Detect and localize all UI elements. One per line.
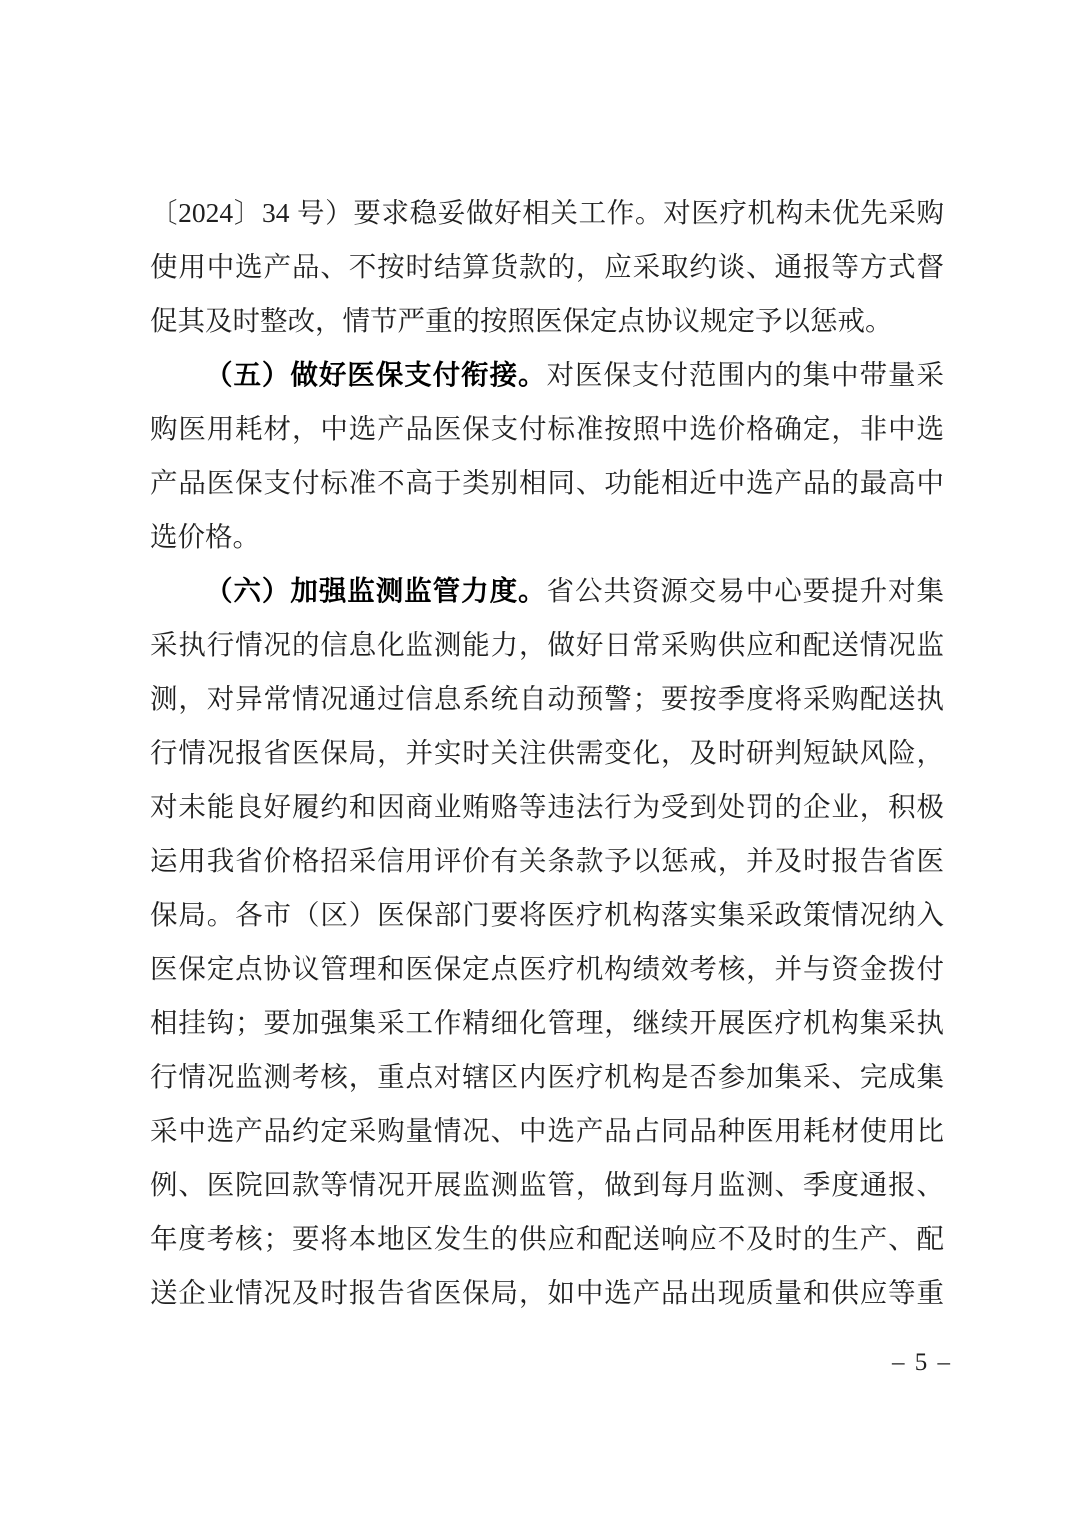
document-line: [150, 780, 944, 834]
document-line: [150, 942, 944, 996]
body-text: 相挂钩；要加强集采工作精细化管理，继续开展医疗机构集采执: [150, 1007, 944, 1038]
body-text: 医保定点协议管理和医保定点医疗机构绩效考核，并与资金拨付: [150, 953, 944, 984]
section-heading: （六）加强监测监管力度。: [205, 575, 547, 606]
body-text: 使用中选产品、不按时结算货款的，应采取约谈、通报等方式督: [150, 251, 944, 282]
document-line: [150, 672, 944, 726]
document-line: [150, 1104, 944, 1158]
page-number: – 5 –: [892, 1349, 952, 1376]
body-text: 对未能良好履约和因商业贿赂等违法行为受到处罚的企业，积极: [150, 791, 944, 822]
body-text: 送企业情况及时报告省医保局，如中选产品出现质量和供应等重: [150, 1277, 944, 1308]
document-line: [150, 1212, 944, 1266]
document-line: [150, 294, 944, 348]
body-text: 采中选产品约定采购量情况、中选产品占同品种医用耗材使用比: [150, 1115, 944, 1146]
document-line: [150, 240, 944, 294]
document-line: [150, 564, 944, 618]
section-heading: （五）做好医保支付衔接。: [205, 359, 547, 390]
body-text: 〔2024〕34 号）要求稳妥做好相关工作。对医疗机构未优先采购: [150, 197, 944, 228]
document-line: [150, 1050, 944, 1104]
document-line: [150, 726, 944, 780]
document-line: [150, 888, 944, 942]
body-text: 采执行情况的信息化监测能力，做好日常采购供应和配送情况监: [150, 629, 944, 660]
body-text: 购医用耗材，中选产品医保支付标准按照中选价格确定，非中选: [150, 413, 944, 444]
body-text: 行情况报省医保局，并实时关注供需变化，及时研判短缺风险，: [150, 737, 944, 768]
document-line: [150, 1266, 944, 1320]
document-body: [150, 186, 944, 1320]
document-line: [150, 1158, 944, 1212]
body-text: 对医保支付范围内的集中带量采: [546, 359, 944, 390]
document-line: [150, 402, 944, 456]
body-text: 省公共资源交易中心要提升对集: [546, 575, 944, 606]
document-line: [150, 618, 944, 672]
body-text: 行情况监测考核，重点对辖区内医疗机构是否参加集采、完成集: [150, 1061, 944, 1092]
body-text: 例、医院回款等情况开展监测监管，做到每月监测、季度通报、: [150, 1169, 944, 1200]
document-line: [150, 348, 944, 402]
body-text: 促其及时整改，情节严重的按照医保定点协议规定予以惩戒。: [150, 305, 893, 336]
body-text: 产品医保支付标准不高于类别相同、功能相近中选产品的最高中: [150, 467, 944, 498]
document-line: [150, 996, 944, 1050]
body-text: 保局。各市（区）医保部门要将医疗机构落实集采政策情况纳入: [150, 899, 944, 930]
body-text: 运用我省价格招采信用评价有关条款予以惩戒，并及时报告省医: [150, 845, 944, 876]
body-text: 选价格。: [150, 521, 260, 552]
document-line: [150, 186, 944, 240]
document-line: [150, 510, 944, 564]
body-text: 测，对异常情况通过信息系统自动预警；要按季度将采购配送执: [150, 683, 944, 714]
document-line: [150, 456, 944, 510]
body-text: 年度考核；要将本地区发生的供应和配送响应不及时的生产、配: [150, 1223, 944, 1254]
document-line: [150, 834, 944, 888]
